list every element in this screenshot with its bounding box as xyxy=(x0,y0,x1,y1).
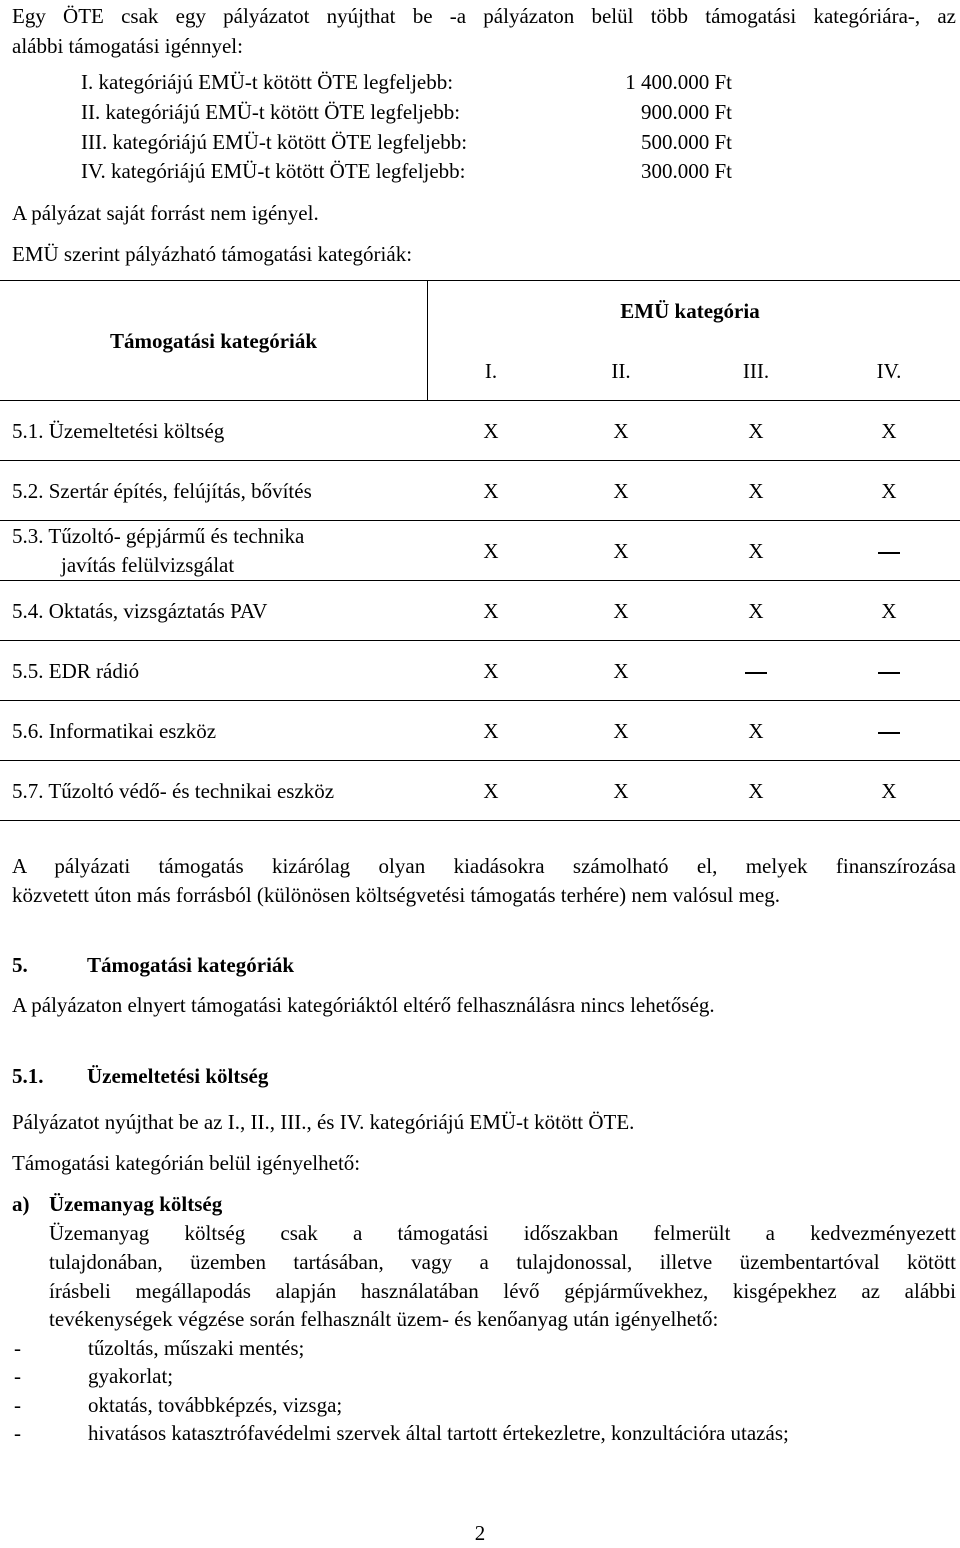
table-row-label: 5.6. Informatikai eszköz xyxy=(12,719,217,743)
table-cell: X xyxy=(748,539,764,563)
item-a-marker: a) xyxy=(12,1192,30,1216)
table-column-iii: III. xyxy=(742,359,770,383)
table-header-emu: EMÜ kategória xyxy=(620,299,760,323)
section-5-title: Támogatási kategóriák xyxy=(87,953,295,977)
limit-amount-3: 500.000 Ft xyxy=(640,130,732,154)
table-rule xyxy=(0,460,960,461)
section-51-eligible: Pályázatot nyújthat be az I., II., III., és IV. kategóriájú EMÜ-t kötött ÖTE. xyxy=(12,1110,635,1134)
table-cell: X xyxy=(613,779,629,803)
table-column-ii: II. xyxy=(611,359,631,383)
table-row-label: 5.3. Tűzoltó- gépjármű és technika xyxy=(12,524,305,548)
limit-label-2: II. kategóriájú EMÜ-t kötött ÖTE legfeljebb: xyxy=(81,100,461,124)
table-row-label: 5.5. EDR rádió xyxy=(12,659,140,683)
section-51-claimable: Támogatási kategórián belül igényelhető: xyxy=(12,1151,361,1175)
table-rule xyxy=(0,400,960,401)
table-cell: X xyxy=(483,419,499,443)
bullet-dash: - xyxy=(14,1336,21,1360)
table-cell: X xyxy=(748,479,764,503)
section-51-number: 5.1. xyxy=(12,1064,44,1088)
bullet-item: gyakorlat; xyxy=(88,1364,174,1388)
table-cell: X xyxy=(881,599,897,623)
table-cell: X xyxy=(748,599,764,623)
table-cell: X xyxy=(613,659,629,683)
bullet-dash: - xyxy=(14,1393,21,1417)
table-header-divider xyxy=(427,280,428,400)
limit-amount-1: 1 400.000 Ft xyxy=(625,70,732,94)
table-row-label: 5.2. Szertár építés, felújítás, bővítés xyxy=(12,479,312,503)
dash-mark xyxy=(878,552,900,554)
table-cell: X xyxy=(483,719,499,743)
dash-mark xyxy=(745,672,767,674)
item-a-line-1: Üzemanyag költség csak a támogatási időszakban felmerült a kedvezményezett xyxy=(49,1221,956,1245)
table-rule xyxy=(0,760,960,761)
table-border-bottom xyxy=(0,820,960,821)
table-cell: X xyxy=(613,419,629,443)
limit-label-1: I. kategóriájú EMÜ-t kötött ÖTE legfeljebb: xyxy=(81,70,454,94)
section-5-text: A pályázaton elnyert támogatási kategóriáktól eltérő felhasználásra nincs lehetőség. xyxy=(12,993,715,1017)
intro-line-2: alábbi támogatási igénnyel: xyxy=(12,34,243,58)
item-a-line-2: tulajdonában, üzemben tartásában, vagy a tulajdonossal, illetve üzembentartóval kötött xyxy=(49,1250,956,1274)
bullet-item: hivatásos katasztrófavédelmi szervek által tartott értekezletre, konzultációra utazás; xyxy=(88,1421,789,1445)
table-row-label: 5.4. Oktatás, vizsgáztatás PAV xyxy=(12,599,268,623)
table-row-label-continued: javítás felülvizsgálat xyxy=(61,553,235,577)
table-border-top xyxy=(0,280,960,281)
bullet-item: tűzoltás, műszaki mentés; xyxy=(88,1336,305,1360)
limit-label-3: III. kategóriájú EMÜ-t kötött ÖTE legfeljebb: xyxy=(81,130,468,154)
bullet-dash: - xyxy=(14,1364,21,1388)
table-cell-dash xyxy=(859,657,919,686)
table-rule xyxy=(0,580,960,581)
funding-paragraph-line-1: A pályázati támogatás kizárólag olyan kiadásokra számolható el, melyek finanszírozása xyxy=(12,854,956,878)
table-cell: X xyxy=(483,599,499,623)
table-cell: X xyxy=(483,539,499,563)
funding-paragraph-line-2: közvetett úton más forrásból (különösen költségvetési támogatás terhére) nem valósul meg. xyxy=(12,883,781,907)
table-cell: X xyxy=(613,479,629,503)
own-funds-note: A pályázat saját forrást nem igényel. xyxy=(12,201,319,225)
item-a-line-3: írásbeli megállapodás alapján használatában lévő gépjárművekhez, kisgépekhez az alábbi xyxy=(49,1279,956,1303)
table-intro: EMÜ szerint pályázható támogatási kategóriák: xyxy=(12,242,413,266)
table-cell: X xyxy=(613,599,629,623)
bullet-item: oktatás, továbbképzés, vizsga; xyxy=(88,1393,343,1417)
table-cell: X xyxy=(881,779,897,803)
table-cell-dash xyxy=(859,537,919,566)
table-cell: X xyxy=(483,659,499,683)
dash-mark xyxy=(878,732,900,734)
limit-label-4: IV. kategóriájú EMÜ-t kötött ÖTE legfeljebb: xyxy=(81,159,466,183)
table-cell: X xyxy=(613,539,629,563)
table-cell: X xyxy=(613,719,629,743)
intro-line-1: Egy ÖTE csak egy pályázatot nyújthat be -a pályázaton belül több támogatási kategóriára-, az xyxy=(12,4,956,28)
bullet-dash: - xyxy=(14,1421,21,1445)
section-51-title: Üzemeltetési költség xyxy=(87,1064,269,1088)
limit-amount-2: 900.000 Ft xyxy=(640,100,732,124)
table-cell-dash xyxy=(859,717,919,746)
table-row-label: 5.1. Üzemeltetési költség xyxy=(12,419,225,443)
item-a-title: Üzemanyag költség xyxy=(49,1192,223,1216)
table-header-categories: Támogatási kategóriák xyxy=(109,329,318,353)
table-row-label: 5.7. Tűzoltó védő- és technikai eszköz xyxy=(12,779,335,803)
table-cell: X xyxy=(748,719,764,743)
table-cell: X xyxy=(881,479,897,503)
table-rule xyxy=(0,640,960,641)
table-cell: X xyxy=(748,779,764,803)
table-rule xyxy=(0,520,960,521)
dash-mark xyxy=(878,672,900,674)
limit-amount-4: 300.000 Ft xyxy=(640,159,732,183)
table-column-i: I. xyxy=(484,359,498,383)
page-number: 2 xyxy=(474,1521,486,1545)
table-column-iv: IV. xyxy=(876,359,902,383)
item-a-line-4: tevékenységek végzése során felhasznált üzem- és kenőanyag után igényelhető: xyxy=(49,1307,719,1331)
table-cell: X xyxy=(483,479,499,503)
table-cell: X xyxy=(881,419,897,443)
table-cell: X xyxy=(483,779,499,803)
table-cell: X xyxy=(748,419,764,443)
section-5-number: 5. xyxy=(12,953,28,977)
table-rule xyxy=(0,700,960,701)
table-cell-dash xyxy=(726,657,786,686)
